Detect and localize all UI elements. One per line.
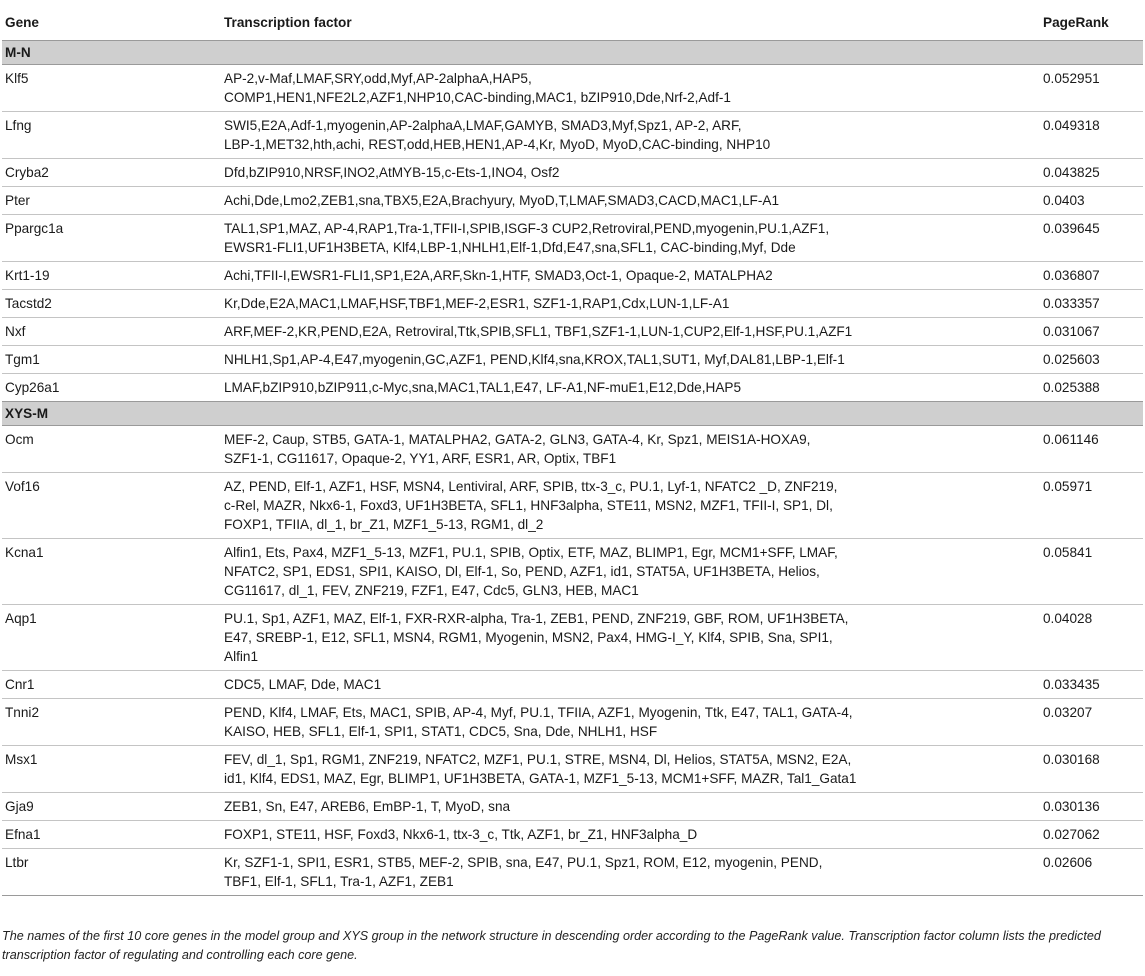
tf-line: MEF-2, Caup, STB5, GATA-1, MATALPHA2, GATA-2, GLN3, GATA-4, Kr, Spz1, MEIS1A-HOXA9, xyxy=(224,431,811,447)
transcription-factor-cell xyxy=(221,373,1040,401)
tf-line: NFATC2, SP1, EDS1, SPI1, KAISO, Dl, Elf-1, So, PEND, AZF1, id1, STAT5A, UF1H3BETA, Helios, xyxy=(224,563,820,579)
table-row xyxy=(2,373,1143,401)
table-body xyxy=(2,40,1143,895)
gene-cell: Gja9 xyxy=(2,792,221,820)
transcription-factor-cell xyxy=(221,425,1040,472)
table-row xyxy=(2,289,1143,317)
header-transcription-factor: Transcription factor xyxy=(224,15,352,30)
tf-line: Achi,Dde,Lmo2,ZEB1,sna,TBX5,E2A,Brachyury, MyoD,T,LMAF,SMAD3,CACD,MAC1,LF-A1 xyxy=(224,192,780,208)
tf-line: CDC5, LMAF, Dde, MAC1 xyxy=(224,676,382,692)
tf-line: Alfin1 xyxy=(224,648,259,664)
gene-cell: Cyp26a1 xyxy=(2,373,221,401)
transcription-factor-cell xyxy=(221,317,1040,345)
transcription-factor-cell xyxy=(221,820,1040,848)
pagerank-cell: 0.030168 xyxy=(1040,745,1143,792)
group-header-row xyxy=(2,401,1143,425)
transcription-factor-cell xyxy=(221,698,1040,745)
tf-line: KAISO, HEB, SFL1, Elf-1, SPI1, STAT1, CDC5, Sna, Dde, NHLH1, HSF xyxy=(224,723,658,739)
tf-line: PEND, Klf4, LMAF, Ets, MAC1, SPIB, AP-4, Myf, PU.1, TFIIA, AZF1, Myogenin, Ttk, E47, TAL1, GATA-4, xyxy=(224,704,853,720)
tf-line: EWSR1-FLI1,UF1H3BETA, Klf4,LBP-1,NHLH1,Elf-1,Dfd,E47,sna,SFL1, CAC-binding,Myf, Dde xyxy=(224,239,796,255)
gene-cell: Kcna1 xyxy=(2,538,221,604)
pagerank-cell: 0.033357 xyxy=(1040,289,1143,317)
transcription-factor-cell xyxy=(221,472,1040,538)
transcription-factor-cell xyxy=(221,745,1040,792)
gene-cell: Ppargc1a xyxy=(2,214,221,261)
transcription-factor-cell xyxy=(221,538,1040,604)
gene-cell: Ltbr xyxy=(2,848,221,895)
pagerank-cell: 0.025603 xyxy=(1040,345,1143,373)
transcription-factor-cell xyxy=(221,261,1040,289)
tf-line: c-Rel, MAZR, Nkx6-1, Foxd3, UF1H3BETA, SFL1, HNF3alpha, STE11, MSN2, MZF1, TFII-I, SP1, Dl, xyxy=(224,497,833,513)
tf-line: ARF,MEF-2,KR,PEND,E2A, Retroviral,Ttk,SPIB,SFL1, TBF1,SZF1-1,LUN-1,CUP2,Elf-1,HSF,PU.1,AZF1 xyxy=(224,323,853,339)
table-row xyxy=(2,472,1143,538)
header-row xyxy=(2,0,1143,40)
table-row xyxy=(2,158,1143,186)
gene-cell: Tgm1 xyxy=(2,345,221,373)
table-row xyxy=(2,214,1143,261)
pagerank-cell: 0.05971 xyxy=(1040,472,1143,538)
pagerank-cell: 0.02606 xyxy=(1040,848,1143,895)
table-row xyxy=(2,604,1143,670)
tf-line: AZ, PEND, Elf-1, AZF1, HSF, MSN4, Lentiviral, ARF, SPIB, ttx-3_c, PU.1, Lyf-1, NFATC2 _D, ZNF219, xyxy=(224,478,838,494)
transcription-factor-cell xyxy=(221,158,1040,186)
table-row xyxy=(2,848,1143,895)
tf-line: Achi,TFII-I,EWSR1-FLI1,SP1,E2A,ARF,Skn-1,HTF, SMAD3,Oct-1, Opaque-2, MATALPHA2 xyxy=(224,267,773,283)
core-genes-table xyxy=(2,0,1143,896)
tf-line: ZEB1, Sn, E47, AREB6, EmBP-1, T, MyoD, sna xyxy=(224,798,511,814)
table-row xyxy=(2,186,1143,214)
tf-line: FOXP1, TFIIA, dl_1, br_Z1, MZF1_5-13, RGM1, dl_2 xyxy=(224,516,544,532)
tf-line: id1, Klf4, EDS1, MAZ, Egr, BLIMP1, UF1H3BETA, GATA-1, MZF1_5-13, MCM1+SFF, MAZR, Tal1_Gata1 xyxy=(224,770,857,786)
table-row xyxy=(2,261,1143,289)
table-row xyxy=(2,317,1143,345)
tf-line: TAL1,SP1,MAZ, AP-4,RAP1,Tra-1,TFII-I,SPIB,ISGF-3 CUP2,Retroviral,PEND,myogenin,PU.1,AZF1, xyxy=(224,220,830,236)
pagerank-cell: 0.043825 xyxy=(1040,158,1143,186)
gene-cell: Cryba2 xyxy=(2,158,221,186)
pagerank-cell: 0.04028 xyxy=(1040,604,1143,670)
table-row xyxy=(2,698,1143,745)
gene-cell: Vof16 xyxy=(2,472,221,538)
transcription-factor-cell xyxy=(221,111,1040,158)
pagerank-cell: 0.03207 xyxy=(1040,698,1143,745)
pagerank-cell: 0.049318 xyxy=(1040,111,1143,158)
table-row xyxy=(2,64,1143,111)
gene-cell: Efna1 xyxy=(2,820,221,848)
tf-line: NHLH1,Sp1,AP-4,E47,myogenin,GC,AZF1, PEND,Klf4,sna,KROX,TAL1,SUT1, Myf,DAL81,LBP-1,Elf-1 xyxy=(224,351,845,367)
gene-cell: Tacstd2 xyxy=(2,289,221,317)
table-row xyxy=(2,820,1143,848)
table-row xyxy=(2,425,1143,472)
transcription-factor-cell xyxy=(221,186,1040,214)
tf-line: E47, SREBP-1, E12, SFL1, MSN4, RGM1, Myogenin, MSN2, Pax4, HMG-I_Y, Klf4, SPIB, Sna, SPI1, xyxy=(224,629,833,645)
table-caption: The names of the first 10 core genes in the model group and XYS group in the network structure in descending order according to the PageRank value. Transcription factor column lists the predicted transcription factor of regulating and controlling each core gene. xyxy=(2,929,1101,962)
header-pagerank: PageRank xyxy=(1043,15,1109,30)
gene-cell: Cnr1 xyxy=(2,670,221,698)
tf-line: AP-2,v-Maf,LMAF,SRY,odd,Myf,AP-2alphaA,HAP5, xyxy=(224,70,532,86)
tf-line: Dfd,bZIP910,NRSF,INO2,AtMYB-15,c-Ets-1,INO4, Osf2 xyxy=(224,164,560,180)
header-gene: Gene xyxy=(5,15,39,30)
pagerank-cell: 0.039645 xyxy=(1040,214,1143,261)
tf-line: CG11617, dl_1, FEV, ZNF219, FZF1, E47, Cdc5, GLN3, HEB, MAC1 xyxy=(224,582,639,598)
transcription-factor-cell xyxy=(221,848,1040,895)
pagerank-cell: 0.030136 xyxy=(1040,792,1143,820)
tf-line: FOXP1, STE11, HSF, Foxd3, Nkx6-1, ttx-3_c, Ttk, AZF1, br_Z1, HNF3alpha_D xyxy=(224,826,698,842)
group-header-row xyxy=(2,40,1143,64)
pagerank-cell: 0.036807 xyxy=(1040,261,1143,289)
transcription-factor-cell xyxy=(221,792,1040,820)
tf-line: PU.1, Sp1, AZF1, MAZ, Elf-1, FXR-RXR-alpha, Tra-1, ZEB1, PEND, ZNF219, GBF, ROM, UF1H3BETA, xyxy=(224,610,849,626)
transcription-factor-cell xyxy=(221,670,1040,698)
tf-line: Kr, SZF1-1, SPI1, ESR1, STB5, MEF-2, SPIB, sna, E47, PU.1, Spz1, ROM, E12, myogenin, PEND, xyxy=(224,854,823,870)
tf-line: LBP-1,MET32,hth,achi, REST,odd,HEB,HEN1,AP-4,Kr, MyoD, MyoD,CAC-binding, NHP10 xyxy=(224,136,771,152)
table-row xyxy=(2,670,1143,698)
tf-line: Alfin1, Ets, Pax4, MZF1_5-13, MZF1, PU.1, SPIB, Optix, ETF, MAZ, BLIMP1, Egr, MCM1+SFF, LMAF, xyxy=(224,544,838,560)
table-row xyxy=(2,745,1143,792)
transcription-factor-cell xyxy=(221,214,1040,261)
group-label: XYS-M xyxy=(2,401,1143,425)
pagerank-cell: 0.027062 xyxy=(1040,820,1143,848)
gene-cell: Krt1-19 xyxy=(2,261,221,289)
gene-cell: Pter xyxy=(2,186,221,214)
gene-cell: Klf5 xyxy=(2,64,221,111)
transcription-factor-cell xyxy=(221,345,1040,373)
pagerank-cell: 0.061146 xyxy=(1040,425,1143,472)
table-row xyxy=(2,345,1143,373)
gene-cell: Lfng xyxy=(2,111,221,158)
pagerank-cell: 0.05841 xyxy=(1040,538,1143,604)
tf-line: FEV, dl_1, Sp1, RGM1, ZNF219, NFATC2, MZF1, PU.1, STRE, MSN4, Dl, Helios, STAT5A, MSN2, E2A, xyxy=(224,751,852,767)
tf-line: COMP1,HEN1,NFE2L2,AZF1,NHP10,CAC-binding,MAC1, bZIP910,Dde,Nrf-2,Adf-1 xyxy=(224,89,731,105)
transcription-factor-cell xyxy=(221,289,1040,317)
table-row xyxy=(2,792,1143,820)
tf-line: LMAF,bZIP910,bZIP911,c-Myc,sna,MAC1,TAL1,E47, LF-A1,NF-muE1,E12,Dde,HAP5 xyxy=(224,379,742,395)
gene-cell: Msx1 xyxy=(2,745,221,792)
table-row xyxy=(2,111,1143,158)
pagerank-cell: 0.031067 xyxy=(1040,317,1143,345)
table-row xyxy=(2,538,1143,604)
pagerank-cell: 0.052951 xyxy=(1040,64,1143,111)
tf-line: SZF1-1, CG11617, Opaque-2, YY1, ARF, ESR1, AR, Optix, TBF1 xyxy=(224,450,617,466)
gene-cell: Aqp1 xyxy=(2,604,221,670)
pagerank-cell: 0.033435 xyxy=(1040,670,1143,698)
transcription-factor-cell xyxy=(221,64,1040,111)
gene-cell: Tnni2 xyxy=(2,698,221,745)
tf-line: TBF1, Elf-1, SFL1, Tra-1, AZF1, ZEB1 xyxy=(224,873,454,889)
gene-cell: Ocm xyxy=(2,425,221,472)
gene-cell: Nxf xyxy=(2,317,221,345)
tf-line: SWI5,E2A,Adf-1,myogenin,AP-2alphaA,LMAF,GAMYB, SMAD3,Myf,Spz1, AP-2, ARF, xyxy=(224,117,742,133)
tf-line: Kr,Dde,E2A,MAC1,LMAF,HSF,TBF1,MEF-2,ESR1, SZF1-1,RAP1,Cdx,LUN-1,LF-A1 xyxy=(224,295,730,311)
group-label: M-N xyxy=(2,40,1143,64)
transcription-factor-cell xyxy=(221,604,1040,670)
pagerank-cell: 0.025388 xyxy=(1040,373,1143,401)
pagerank-cell: 0.0403 xyxy=(1040,186,1143,214)
